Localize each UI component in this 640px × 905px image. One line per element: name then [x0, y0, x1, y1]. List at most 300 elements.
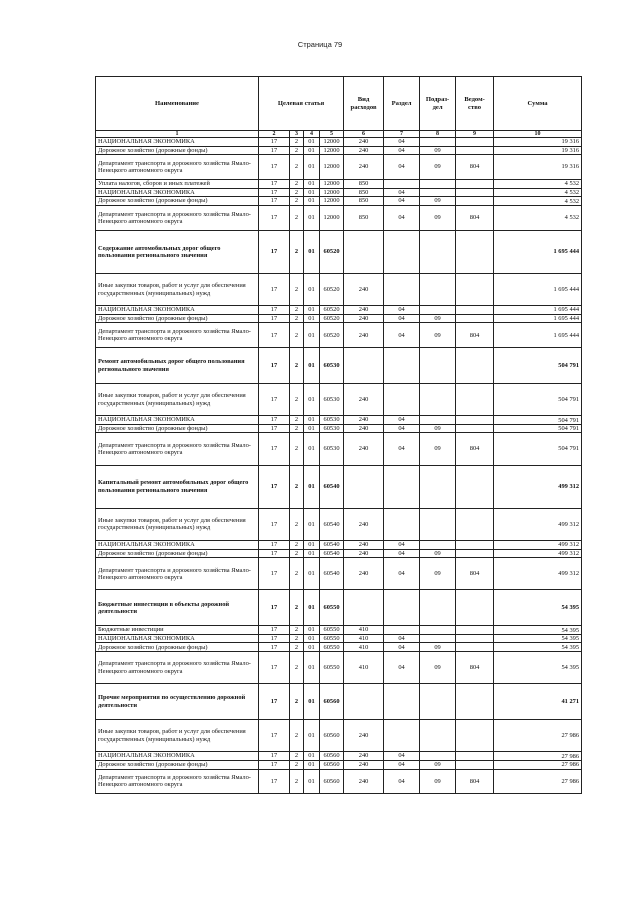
cell-vedom [456, 752, 494, 761]
cell-vedom [456, 384, 494, 416]
table-row [96, 306, 582, 315]
cell-target-subprogram: 2 [290, 549, 304, 558]
cell-target-code: 60520 [320, 306, 344, 315]
cell-target-subprogram: 2 [290, 752, 304, 761]
cell-vid: 240 [344, 416, 384, 425]
table-row [96, 652, 582, 684]
cell-target-program: 17 [259, 424, 290, 433]
cell-podrazdel [420, 684, 456, 720]
cell-target-program: 17 [259, 230, 290, 273]
cell-podrazdel [420, 180, 456, 189]
cell-target-subprogram: 2 [290, 230, 304, 273]
cell-target-activity: 01 [304, 424, 320, 433]
cell-target-subprogram: 2 [290, 465, 304, 508]
table-row [96, 188, 582, 197]
cell-sum: 4 532 [494, 188, 582, 197]
cell-podrazdel: 09 [420, 652, 456, 684]
cell-razdel [384, 720, 420, 752]
cell-name: Иные закупки товаров, работ и услуг для обеспечения государственных (муниципальных) нужд [96, 508, 259, 540]
cell-target-code: 60540 [320, 541, 344, 550]
cell-target-activity: 01 [304, 180, 320, 189]
cell-razdel: 04 [384, 643, 420, 652]
cell-name: Ремонт автомобильных дорог общего пользования регионального значения [96, 348, 259, 384]
cell-target-program: 17 [259, 146, 290, 155]
cell-name: Прочие мероприятия по осуществлению дорожной деятельности [96, 684, 259, 720]
cell-vid: 240 [344, 760, 384, 769]
table-row [96, 590, 582, 626]
cell-sum: 499 312 [494, 508, 582, 540]
table-row [96, 465, 582, 508]
cell-target-activity: 01 [304, 760, 320, 769]
cell-razdel [384, 384, 420, 416]
cell-target-activity: 01 [304, 626, 320, 635]
cell-vedom [456, 760, 494, 769]
cell-target-program: 17 [259, 626, 290, 635]
cell-vedom [456, 549, 494, 558]
cell-razdel [384, 180, 420, 189]
cell-name: Дорожное хозяйство (дорожные фонды) [96, 146, 259, 155]
cell-name: Департамент транспорта и дорожного хозяйства Ямало-Ненецкого автономного округа [96, 323, 259, 348]
cell-razdel: 04 [384, 323, 420, 348]
cell-sum: 54 395 [494, 626, 582, 635]
table-row [96, 508, 582, 540]
cell-target-program: 17 [259, 416, 290, 425]
cell-sum: 504 791 [494, 348, 582, 384]
table-row [96, 146, 582, 155]
cell-vedom: 804 [456, 558, 494, 590]
cell-name: НАЦИОНАЛЬНАЯ ЭКОНОМИКА [96, 634, 259, 643]
cell-target-subprogram: 2 [290, 652, 304, 684]
cell-name: Дорожное хозяйство (дорожные фонды) [96, 197, 259, 206]
cell-vedom [456, 230, 494, 273]
cell-target-subprogram: 2 [290, 590, 304, 626]
table-row [96, 760, 582, 769]
cell-vedom [456, 138, 494, 147]
cell-podrazdel: 09 [420, 769, 456, 794]
cell-razdel: 04 [384, 752, 420, 761]
col-number: 10 [494, 131, 582, 138]
cell-vid [344, 590, 384, 626]
cell-target-subprogram: 2 [290, 205, 304, 230]
table-row [96, 197, 582, 206]
cell-target-program: 17 [259, 549, 290, 558]
cell-sum: 27 986 [494, 769, 582, 794]
cell-target-program: 17 [259, 273, 290, 305]
cell-vid: 240 [344, 384, 384, 416]
cell-target-subprogram: 2 [290, 155, 304, 180]
cell-target-subprogram: 2 [290, 558, 304, 590]
cell-vedom [456, 424, 494, 433]
cell-razdel [384, 465, 420, 508]
cell-razdel: 04 [384, 634, 420, 643]
cell-vedom [456, 720, 494, 752]
cell-target-activity: 01 [304, 769, 320, 794]
cell-vid: 240 [344, 314, 384, 323]
header-summa: Сумма [494, 77, 582, 131]
cell-razdel: 04 [384, 188, 420, 197]
cell-target-code: 60550 [320, 652, 344, 684]
cell-name: НАЦИОНАЛЬНАЯ ЭКОНОМИКА [96, 416, 259, 425]
cell-razdel: 04 [384, 652, 420, 684]
cell-target-activity: 01 [304, 273, 320, 305]
table-row [96, 720, 582, 752]
col-number: 3 [290, 131, 304, 138]
cell-target-program: 17 [259, 205, 290, 230]
table-row [96, 769, 582, 794]
cell-target-code: 12000 [320, 197, 344, 206]
cell-target-subprogram: 2 [290, 306, 304, 315]
cell-sum: 504 791 [494, 416, 582, 425]
cell-target-program: 17 [259, 541, 290, 550]
cell-target-program: 17 [259, 155, 290, 180]
cell-sum: 1 695 444 [494, 306, 582, 315]
table-row [96, 541, 582, 550]
cell-target-activity: 01 [304, 465, 320, 508]
cell-target-activity: 01 [304, 558, 320, 590]
table-row [96, 684, 582, 720]
cell-razdel: 04 [384, 306, 420, 315]
cell-target-subprogram: 2 [290, 323, 304, 348]
header-row [96, 77, 582, 131]
cell-name: Бюджетные инвестиции в объекты дорожной деятельности [96, 590, 259, 626]
col-number: 1 [96, 131, 259, 138]
cell-sum: 19 316 [494, 138, 582, 147]
cell-podrazdel [420, 541, 456, 550]
cell-sum: 4 532 [494, 197, 582, 206]
cell-target-code: 60560 [320, 720, 344, 752]
cell-vedom [456, 684, 494, 720]
cell-name: Дорожное хозяйство (дорожные фонды) [96, 549, 259, 558]
cell-name: Департамент транспорта и дорожного хозяйства Ямало-Ненецкого автономного округа [96, 652, 259, 684]
cell-vedom [456, 306, 494, 315]
cell-target-program: 17 [259, 752, 290, 761]
cell-vedom: 804 [456, 769, 494, 794]
cell-vid: 410 [344, 643, 384, 652]
cell-sum: 19 316 [494, 146, 582, 155]
cell-razdel [384, 508, 420, 540]
cell-target-subprogram: 2 [290, 424, 304, 433]
cell-target-code: 60540 [320, 558, 344, 590]
cell-razdel [384, 684, 420, 720]
cell-target-program: 17 [259, 643, 290, 652]
cell-vid: 240 [344, 138, 384, 147]
cell-vedom [456, 197, 494, 206]
cell-razdel: 04 [384, 146, 420, 155]
budget-table [95, 76, 582, 794]
cell-vedom [456, 416, 494, 425]
cell-podrazdel [420, 720, 456, 752]
cell-vedom [456, 180, 494, 189]
header-podrazdel: Подраз- дел [420, 77, 456, 131]
page-header: Страница 79 [297, 40, 343, 49]
cell-target-activity: 01 [304, 643, 320, 652]
table-row [96, 424, 582, 433]
cell-name: Содержание автомобильных дорог общего пользования регионального значения [96, 230, 259, 273]
cell-name: Дорожное хозяйство (дорожные фонды) [96, 424, 259, 433]
cell-target-activity: 01 [304, 155, 320, 180]
col-number: 5 [320, 131, 344, 138]
cell-target-activity: 01 [304, 188, 320, 197]
cell-target-program: 17 [259, 197, 290, 206]
cell-vedom: 804 [456, 323, 494, 348]
table-row [96, 626, 582, 635]
cell-target-activity: 01 [304, 384, 320, 416]
cell-vid: 240 [344, 541, 384, 550]
cell-vedom [456, 314, 494, 323]
cell-target-activity: 01 [304, 433, 320, 465]
cell-target-program: 17 [259, 634, 290, 643]
cell-vid [344, 684, 384, 720]
cell-podrazdel: 09 [420, 433, 456, 465]
cell-razdel: 04 [384, 155, 420, 180]
cell-sum: 1 695 444 [494, 273, 582, 305]
cell-name: Бюджетные инвестиции [96, 626, 259, 635]
cell-podrazdel [420, 416, 456, 425]
table-row [96, 634, 582, 643]
cell-vid: 240 [344, 273, 384, 305]
cell-target-activity: 01 [304, 416, 320, 425]
cell-target-code: 60530 [320, 384, 344, 416]
cell-razdel: 04 [384, 558, 420, 590]
cell-razdel: 04 [384, 197, 420, 206]
cell-podrazdel: 09 [420, 760, 456, 769]
cell-target-program: 17 [259, 558, 290, 590]
cell-podrazdel [420, 230, 456, 273]
cell-sum: 499 312 [494, 465, 582, 508]
header-razdel: Раздел [384, 77, 420, 131]
col-number: 6 [344, 131, 384, 138]
cell-name: Иные закупки товаров, работ и услуг для обеспечения государственных (муниципальных) нужд [96, 273, 259, 305]
cell-name: Дорожное хозяйство (дорожные фонды) [96, 314, 259, 323]
cell-target-program: 17 [259, 590, 290, 626]
cell-vid: 410 [344, 634, 384, 643]
cell-target-subprogram: 2 [290, 348, 304, 384]
cell-vedom [456, 508, 494, 540]
cell-podrazdel [420, 306, 456, 315]
cell-vid: 850 [344, 180, 384, 189]
col-number: 2 [259, 131, 290, 138]
cell-target-activity: 01 [304, 138, 320, 147]
table-row [96, 180, 582, 189]
col-number: 9 [456, 131, 494, 138]
cell-vid: 240 [344, 769, 384, 794]
cell-name: Иные закупки товаров, работ и услуг для обеспечения государственных (муниципальных) нужд [96, 384, 259, 416]
cell-name: Дорожное хозяйство (дорожные фонды) [96, 643, 259, 652]
table-row [96, 230, 582, 273]
cell-target-activity: 01 [304, 314, 320, 323]
cell-target-activity: 01 [304, 508, 320, 540]
table-row [96, 416, 582, 425]
cell-target-program: 17 [259, 180, 290, 189]
cell-target-activity: 01 [304, 752, 320, 761]
cell-target-code: 12000 [320, 205, 344, 230]
cell-target-program: 17 [259, 465, 290, 508]
cell-target-activity: 01 [304, 549, 320, 558]
cell-sum: 54 395 [494, 643, 582, 652]
cell-podrazdel [420, 590, 456, 626]
cell-name: Капитальный ремонт автомобильных дорог общего пользования регионального значения [96, 465, 259, 508]
cell-target-activity: 01 [304, 205, 320, 230]
cell-target-code: 60520 [320, 323, 344, 348]
cell-razdel: 04 [384, 205, 420, 230]
cell-target-program: 17 [259, 384, 290, 416]
cell-podrazdel [420, 626, 456, 635]
cell-target-activity: 01 [304, 197, 320, 206]
header-target: Целевая статья [259, 77, 344, 131]
cell-razdel [384, 590, 420, 626]
cell-target-activity: 01 [304, 634, 320, 643]
cell-vid: 410 [344, 652, 384, 684]
cell-sum: 4 532 [494, 205, 582, 230]
cell-vid: 240 [344, 720, 384, 752]
table-body [96, 138, 582, 794]
cell-podrazdel: 09 [420, 323, 456, 348]
cell-vedom [456, 348, 494, 384]
cell-podrazdel: 09 [420, 424, 456, 433]
cell-target-activity: 01 [304, 306, 320, 315]
cell-name: Департамент транспорта и дорожного хозяйства Ямало-Ненецкого автономного округа [96, 433, 259, 465]
cell-target-subprogram: 2 [290, 760, 304, 769]
table-row [96, 549, 582, 558]
cell-vid: 240 [344, 155, 384, 180]
cell-razdel: 04 [384, 314, 420, 323]
cell-vedom [456, 634, 494, 643]
cell-vid: 240 [344, 424, 384, 433]
cell-target-subprogram: 2 [290, 643, 304, 652]
cell-target-program: 17 [259, 508, 290, 540]
cell-podrazdel: 09 [420, 314, 456, 323]
cell-sum: 1 695 444 [494, 230, 582, 273]
cell-sum: 1 695 444 [494, 314, 582, 323]
cell-target-activity: 01 [304, 146, 320, 155]
cell-target-program: 17 [259, 188, 290, 197]
cell-razdel: 04 [384, 424, 420, 433]
cell-name: Департамент транспорта и дорожного хозяйства Ямало-Ненецкого автономного округа [96, 558, 259, 590]
cell-sum: 499 312 [494, 541, 582, 550]
cell-vid: 240 [344, 306, 384, 315]
cell-razdel: 04 [384, 760, 420, 769]
cell-name: НАЦИОНАЛЬНАЯ ЭКОНОМИКА [96, 138, 259, 147]
table-row [96, 558, 582, 590]
cell-target-subprogram: 2 [290, 188, 304, 197]
cell-target-code: 12000 [320, 188, 344, 197]
cell-target-code: 60520 [320, 230, 344, 273]
cell-target-subprogram: 2 [290, 720, 304, 752]
cell-sum: 504 791 [494, 424, 582, 433]
cell-name: Департамент транспорта и дорожного хозяйства Ямало-Ненецкого автономного округа [96, 205, 259, 230]
cell-target-program: 17 [259, 348, 290, 384]
cell-podrazdel: 09 [420, 549, 456, 558]
cell-name: Дорожное хозяйство (дорожные фонды) [96, 760, 259, 769]
cell-target-code: 60530 [320, 424, 344, 433]
cell-target-program: 17 [259, 433, 290, 465]
cell-podrazdel [420, 465, 456, 508]
cell-target-program: 17 [259, 138, 290, 147]
cell-name: НАЦИОНАЛЬНАЯ ЭКОНОМИКА [96, 188, 259, 197]
cell-target-code: 60540 [320, 549, 344, 558]
cell-target-program: 17 [259, 652, 290, 684]
cell-target-subprogram: 2 [290, 146, 304, 155]
cell-vedom [456, 465, 494, 508]
cell-podrazdel: 09 [420, 643, 456, 652]
cell-podrazdel: 09 [420, 558, 456, 590]
cell-vedom [456, 643, 494, 652]
cell-target-code: 60540 [320, 465, 344, 508]
cell-podrazdel [420, 634, 456, 643]
cell-target-code: 60550 [320, 634, 344, 643]
cell-target-code: 60550 [320, 626, 344, 635]
cell-target-subprogram: 2 [290, 508, 304, 540]
cell-target-code: 60560 [320, 760, 344, 769]
cell-target-program: 17 [259, 684, 290, 720]
cell-sum: 4 532 [494, 180, 582, 189]
table-row [96, 273, 582, 305]
cell-vedom [456, 541, 494, 550]
cell-vid: 410 [344, 626, 384, 635]
cell-target-code: 12000 [320, 138, 344, 147]
cell-target-code: 12000 [320, 146, 344, 155]
header-name: Наименование [96, 77, 259, 131]
cell-vid: 240 [344, 323, 384, 348]
cell-target-program: 17 [259, 760, 290, 769]
cell-target-code: 60560 [320, 752, 344, 761]
col-number: 7 [384, 131, 420, 138]
cell-vedom: 804 [456, 205, 494, 230]
table-row [96, 348, 582, 384]
cell-sum: 54 395 [494, 652, 582, 684]
table-row [96, 752, 582, 761]
cell-sum: 54 395 [494, 590, 582, 626]
cell-vid: 240 [344, 146, 384, 155]
cell-razdel [384, 348, 420, 384]
cell-vedom [456, 626, 494, 635]
cell-razdel: 04 [384, 416, 420, 425]
cell-podrazdel [420, 138, 456, 147]
cell-vid: 240 [344, 549, 384, 558]
cell-sum: 504 791 [494, 433, 582, 465]
cell-razdel [384, 626, 420, 635]
cell-target-code: 60530 [320, 348, 344, 384]
cell-target-code: 12000 [320, 180, 344, 189]
cell-vid: 240 [344, 558, 384, 590]
cell-target-code: 60530 [320, 416, 344, 425]
column-number-row [96, 131, 582, 138]
cell-target-code: 60550 [320, 590, 344, 626]
cell-target-subprogram: 2 [290, 433, 304, 465]
cell-sum: 27 986 [494, 720, 582, 752]
cell-target-subprogram: 2 [290, 541, 304, 550]
cell-podrazdel [420, 188, 456, 197]
header-vedom: Ведом- ство [456, 77, 494, 131]
cell-vid: 240 [344, 508, 384, 540]
cell-name: Департамент транспорта и дорожного хозяйства Ямало-Ненецкого автономного округа [96, 769, 259, 794]
cell-vid: 240 [344, 433, 384, 465]
cell-sum: 499 312 [494, 549, 582, 558]
cell-name: Иные закупки товаров, работ и услуг для обеспечения государственных (муниципальных) нужд [96, 720, 259, 752]
cell-razdel: 04 [384, 769, 420, 794]
cell-target-code: 60560 [320, 684, 344, 720]
cell-target-activity: 01 [304, 230, 320, 273]
cell-razdel: 04 [384, 433, 420, 465]
cell-razdel [384, 273, 420, 305]
cell-target-code: 60540 [320, 508, 344, 540]
cell-target-code: 60520 [320, 273, 344, 305]
cell-vid [344, 465, 384, 508]
table-row [96, 433, 582, 465]
header-vid: Вид расходов [344, 77, 384, 131]
cell-podrazdel: 09 [420, 205, 456, 230]
cell-target-subprogram: 2 [290, 684, 304, 720]
